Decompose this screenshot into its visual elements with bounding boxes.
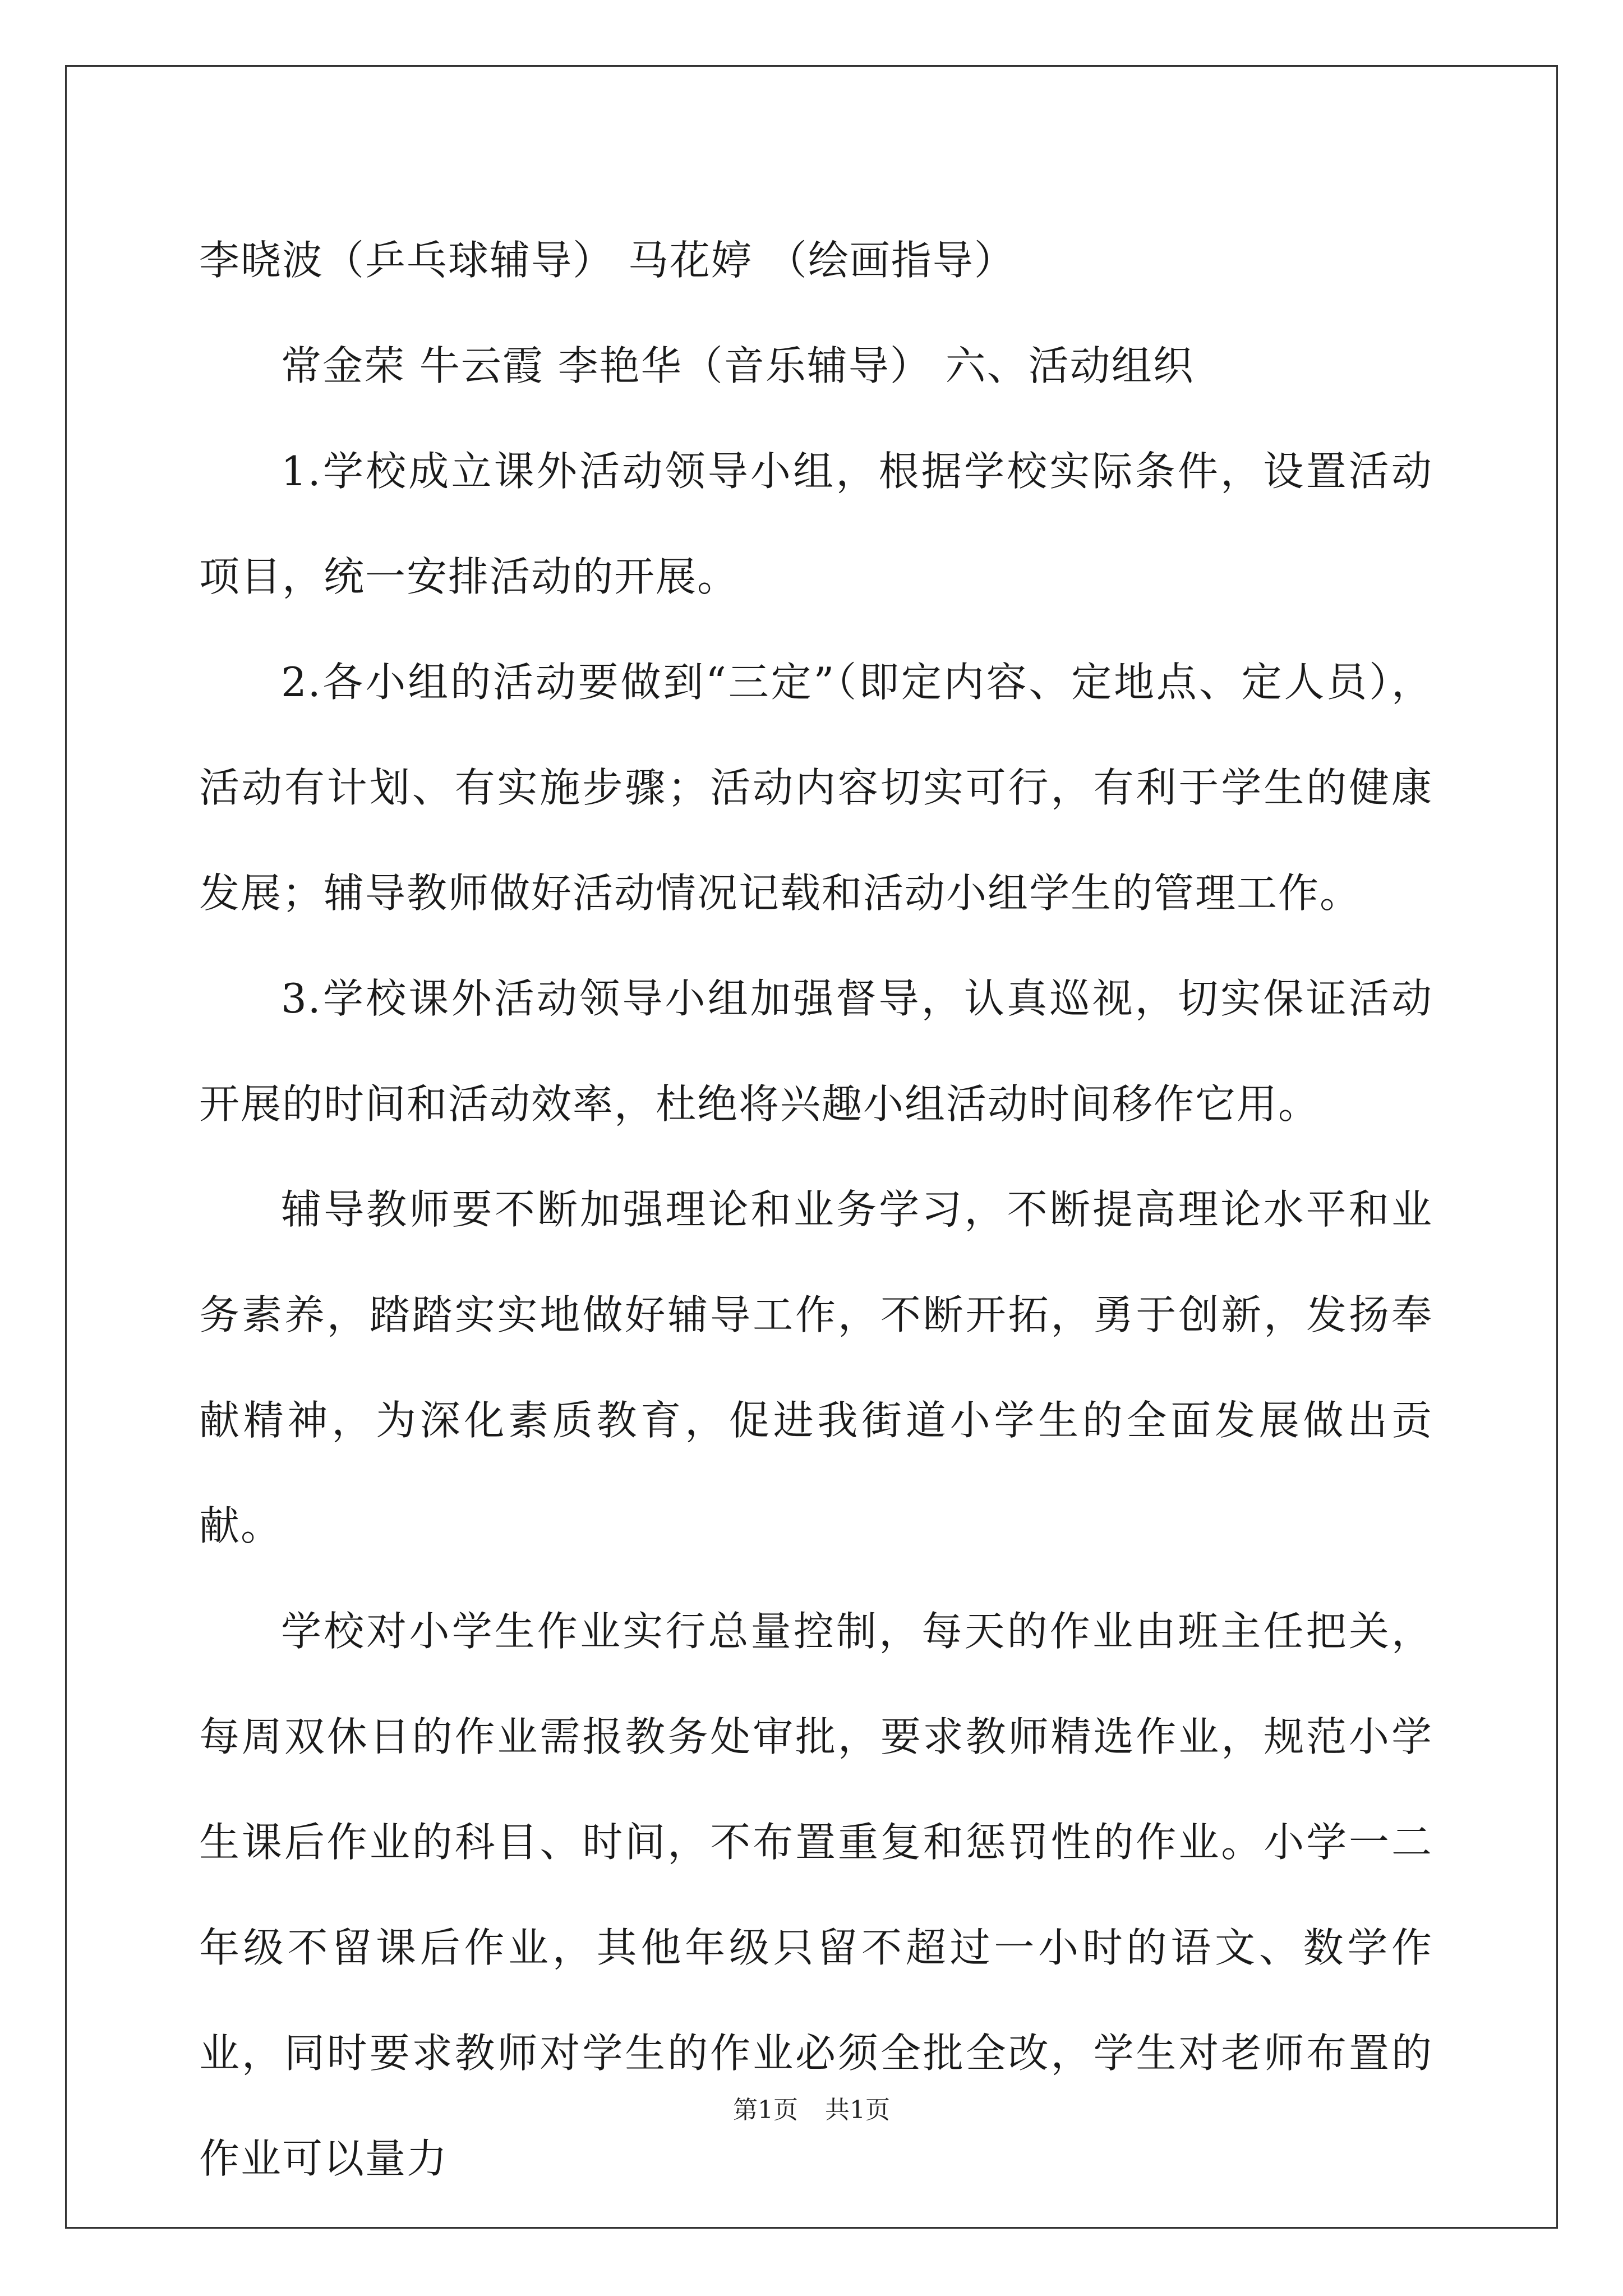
paragraph-item-1: 1.学校成立课外活动领导小组，根据学校实际条件，设置活动项目，统一安排活动的开展。 xyxy=(199,448,1433,600)
paragraph-item-2: 2.各小组的活动要做到“三定”（即定内容、定地点、定人员），活动有计划、有实施步骤；活动内容切实可行，有利于学生的健康发展；辅导教师做好活动情况记载和活动小组学生的管理工作。 xyxy=(199,659,1433,917)
document-body xyxy=(199,208,1433,2211)
paragraph-item-3: 3.学校课外活动领导小组加强督导，认真巡视，切实保证活动开展的时间和活动效率，杜绝将兴趣小组活动时间移作它用。 xyxy=(199,975,1433,1128)
page-number: 第1页 xyxy=(733,2096,798,2124)
paragraph-teacher-requirements: 辅导教师要不断加强理论和业务学习，不断提高理论水平和业务素养，踏踏实实地做好辅导工作，不断开拓，勇于创新，发扬奉献精神，为深化素质教育，促进我街道小学生的全面发展做出贡献。 xyxy=(199,1186,1433,1549)
paragraph-staff-list-1: 李晓波（乒乓球辅导） 马花婷 （绘画指导） xyxy=(199,237,1016,284)
page-footer xyxy=(0,2090,1623,2125)
page-total: 共1页 xyxy=(825,2096,890,2124)
paragraph-homework-policy: 学校对小学生作业实行总量控制，每天的作业由班主任把关，每周双休日的作业需报教务处审批，要求教师精选作业，规范小学生课后作业的科目、时间，不布置重复和惩罚性的作业。小学一二年级不留课后作业，其他年级只留不超过一小时的语文、数学作业，同时要求教师对学生的作业必须全批全改，学生对老师布置的作业可以量力 xyxy=(199,1608,1433,2182)
paragraph-staff-list-2: 常金荣 牛云霞 李艳华（音乐辅导） 六、活动组织 xyxy=(281,342,1195,389)
